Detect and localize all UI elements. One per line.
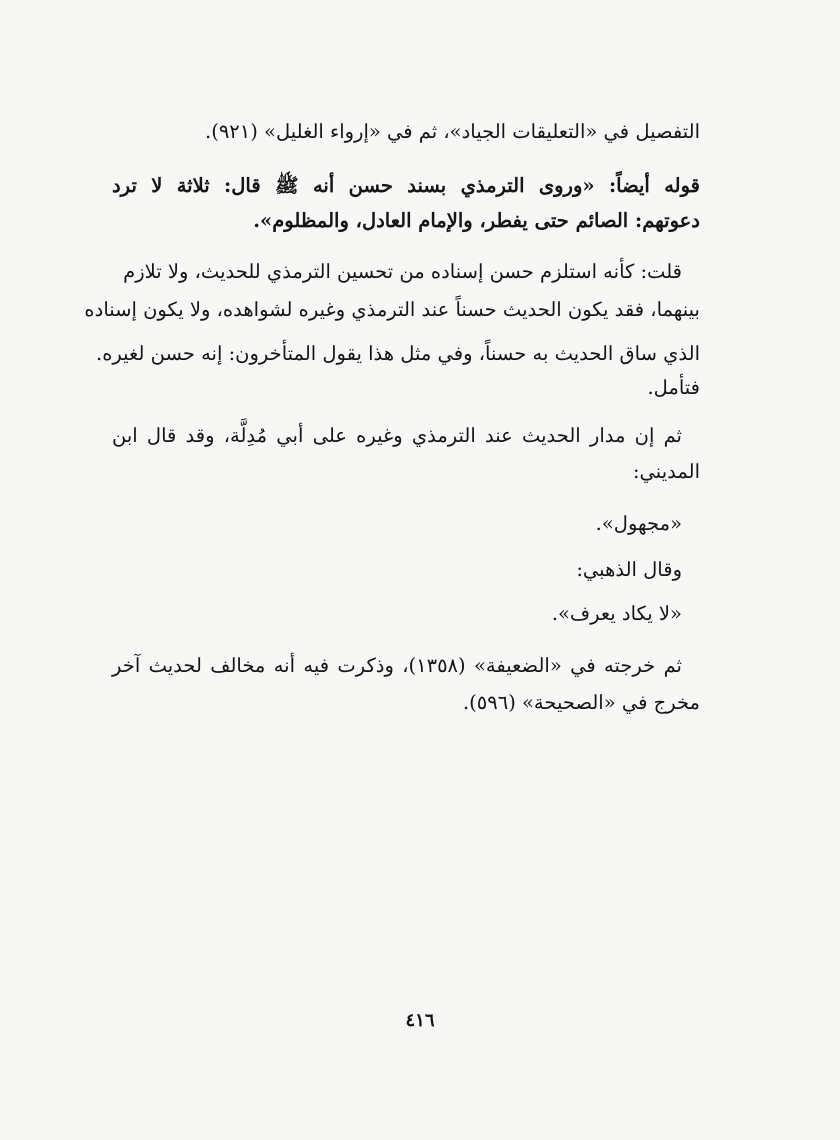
page-number: ٤١٦ <box>405 1010 435 1031</box>
text-line-5: بينهما، فقد يكون الحديث حسناً عند الترمذي وغيره لشواهده، ولا يكون إسناده <box>84 298 700 321</box>
text-line-12: «لا يكاد يعرف». <box>551 602 682 625</box>
text-line-11: وقال الذهبي: <box>576 558 682 581</box>
text-line-14: مخرج في «الصحيحة» (٥٩٦). <box>462 691 700 714</box>
text-line-9: المديني: <box>632 460 700 483</box>
text-line-2: قوله أيضاً: «وروى الترمذي بسند حسن أنه ﷺ قال: ثلاثة لا ترد <box>112 174 700 197</box>
text-line-10: «مجهول». <box>595 512 682 535</box>
text-line-4: قلت: كأنه استلزم حسن إسناده من تحسين الترمذي للحديث، ولا تلازم <box>123 260 682 283</box>
text-line-8: ثم إن مدار الحديث عند الترمذي وغيره على أبي مُدِلَّة، وقد قال ابن <box>112 424 682 447</box>
text-line-7: فتأمل. <box>647 376 700 399</box>
text-line-1: التفصيل في «التعليقات الجياد»، ثم في «إرواء الغليل» (٩٢١). <box>205 120 700 143</box>
text-line-6: الذي ساق الحديث به حسناً، وفي مثل هذا يقول المتأخرون: إنه حسن لغيره. <box>96 342 700 365</box>
text-line-3: دعوتهم: الصائم حتى يفطر، والإمام العادل، والمظلوم». <box>253 209 700 232</box>
text-line-13: ثم خرجته في «الضعيفة» (١٣٥٨)، وذكرت فيه أنه مخالف لحديث آخر <box>112 654 682 677</box>
